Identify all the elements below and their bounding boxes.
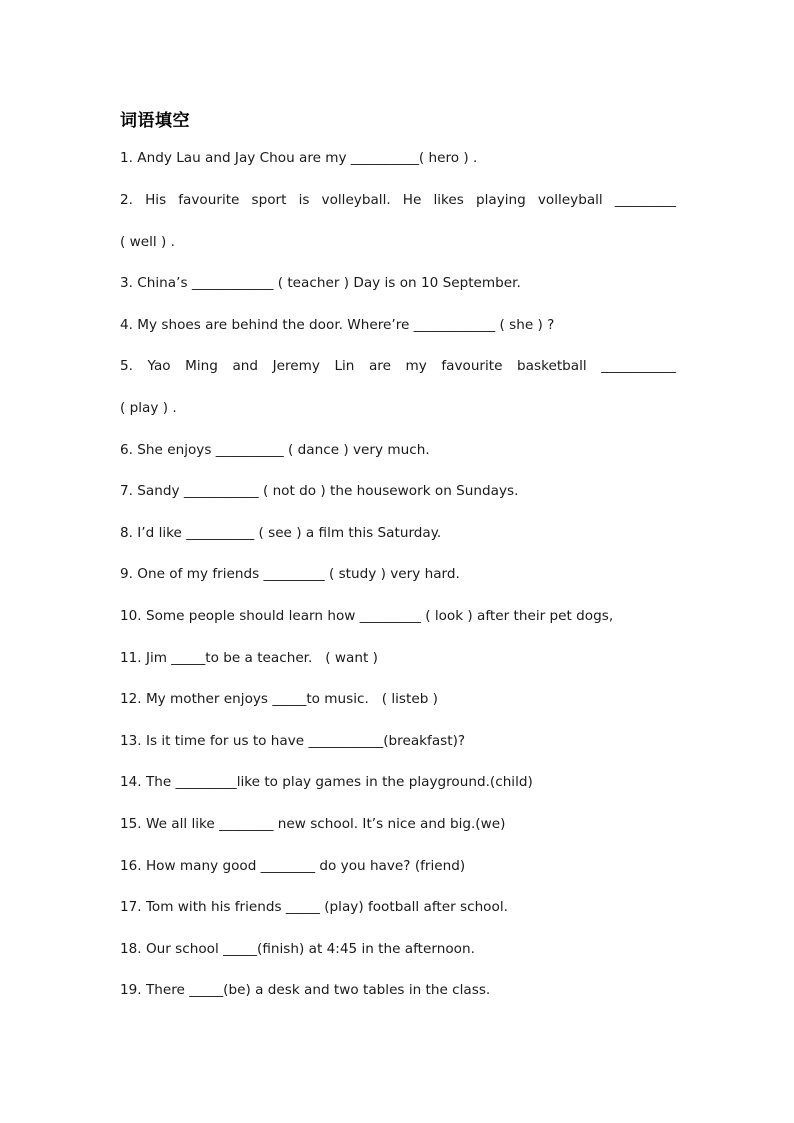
question-2-line-1: 2. His favourite sport is volleyball. He likes playing volleyball _________ xyxy=(120,192,676,208)
question-4: 4. My shoes are behind the door. Where’re ____________ ( she ) ? xyxy=(120,317,555,333)
question-5-line-1: 5. Yao Ming and Jeremy Lin are my favourite basketball ___________ xyxy=(120,358,676,374)
question-10: 10. Some people should learn how _________ ( look ) after their pet dogs, xyxy=(120,608,614,624)
question-14: 14. The _________like to play games in the playground.(child) xyxy=(120,774,533,790)
page-title: 词语填空 xyxy=(120,111,190,131)
question-17: 17. Tom with his friends _____ (play) football after school. xyxy=(120,899,508,915)
question-5-line-2: ( play ) . xyxy=(120,400,177,416)
question-6: 6. She enjoys __________ ( dance ) very much. xyxy=(120,442,430,458)
question-13: 13. Is it time for us to have ___________(breakfast)? xyxy=(120,733,466,749)
question-7: 7. Sandy ___________ ( not do ) the housework on Sundays. xyxy=(120,483,519,499)
question-1: 1. Andy Lau and Jay Chou are my __________( hero ) . xyxy=(120,150,478,166)
question-18: 18. Our school _____(finish) at 4:45 in the afternoon. xyxy=(120,941,475,957)
question-8: 8. I’d like __________ ( see ) a film this Saturday. xyxy=(120,525,442,541)
question-19: 19. There _____(be) a desk and two tables in the class. xyxy=(120,982,491,998)
question-9: 9. One of my friends _________ ( study ) very hard. xyxy=(120,566,460,582)
question-11: 11. Jim _____to be a teacher. ( want ) xyxy=(120,650,378,666)
question-2-line-2: ( well ) . xyxy=(120,234,175,250)
question-3: 3. China’s ____________ ( teacher ) Day is on 10 September. xyxy=(120,275,521,291)
question-15: 15. We all like ________ new school. It’s nice and big.(we) xyxy=(120,816,506,832)
question-12: 12. My mother enjoys _____to music. ( listeb ) xyxy=(120,691,438,707)
question-16: 16. How many good ________ do you have? (friend) xyxy=(120,858,466,874)
